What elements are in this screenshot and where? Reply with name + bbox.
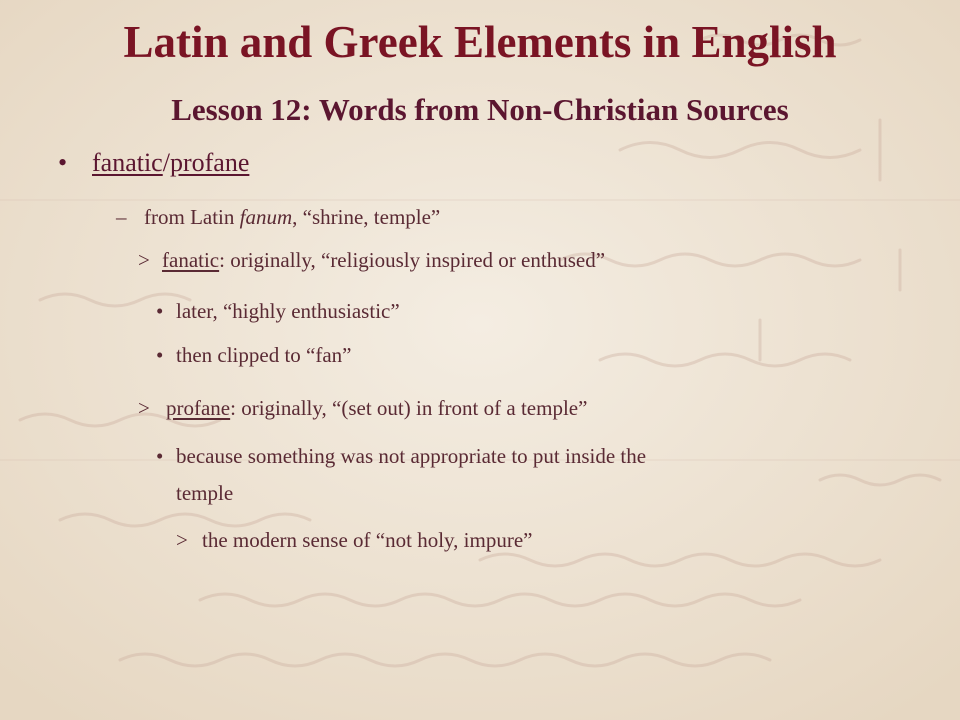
- origin-gloss: , “shrine, temple”: [292, 205, 441, 229]
- bullet-fanatic-profane: [58, 148, 249, 178]
- separator: /: [162, 148, 170, 177]
- because-text-2: temple: [176, 481, 234, 505]
- dash-marker: –: [116, 205, 127, 229]
- fanatic-line: [138, 248, 605, 273]
- profane-word: profane: [166, 396, 231, 420]
- modern-text: the modern sense of “not holy, impure”: [202, 528, 533, 552]
- because-text-1: because something was not appropriate to put inside the: [176, 444, 647, 468]
- clipped-line: [156, 343, 352, 368]
- bullet-marker: •: [156, 444, 164, 468]
- fanatic-word: fanatic: [162, 248, 220, 272]
- profane-line: [138, 396, 587, 421]
- arrow-marker: >: [138, 396, 150, 420]
- modern-line: [176, 528, 532, 553]
- arrow-marker: >: [176, 528, 188, 552]
- latin-word: fanum: [239, 205, 293, 229]
- slide-subtitle: Lesson 12: Words from Non-Christian Sources: [171, 92, 789, 127]
- arrow-marker: >: [138, 248, 150, 272]
- fanatic-text: : originally, “religiously inspired or enthused”: [219, 248, 606, 272]
- term-fanatic: fanatic: [92, 148, 163, 177]
- bullet-marker: •: [156, 343, 164, 367]
- origin-line: [116, 205, 440, 230]
- later-line: [156, 299, 400, 324]
- term-profane: profane: [169, 148, 250, 177]
- profane-text: : originally, “(set out) in front of a temple”: [230, 396, 588, 420]
- later-text: later, “highly enthusiastic”: [176, 299, 400, 323]
- bullet-marker: •: [58, 148, 68, 177]
- because-line-cont: [176, 481, 233, 506]
- clipped-text: then clipped to “fan”: [176, 343, 352, 367]
- because-line: [156, 444, 646, 469]
- slide-title: Latin and Greek Elements in English: [123, 17, 837, 67]
- bullet-marker: •: [156, 299, 164, 323]
- origin-prefix: from Latin: [144, 205, 240, 229]
